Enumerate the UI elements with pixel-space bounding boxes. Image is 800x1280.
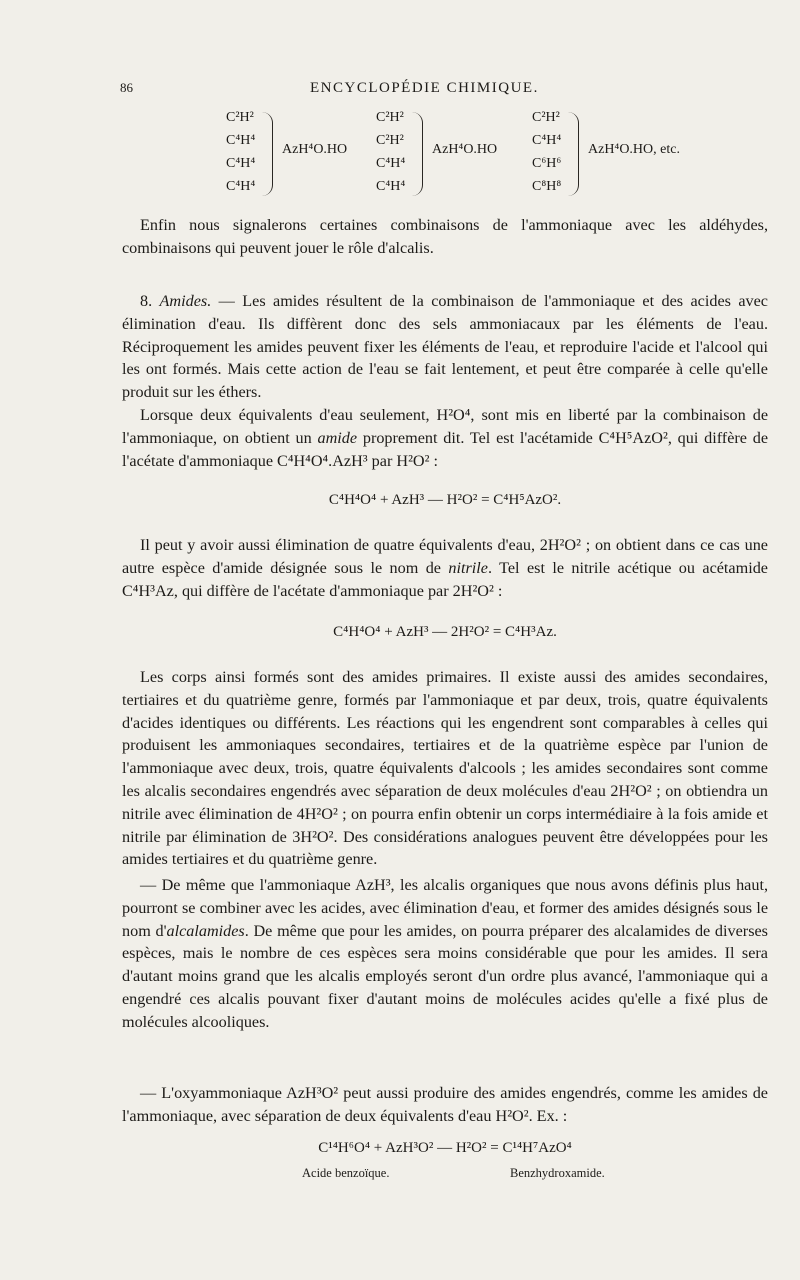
formula-cell: C⁶H⁶ (532, 156, 562, 171)
text-run: . Tel est le nitrile acétique ou acétamide C⁴H³Az, qui diffère de l'acétate d'ammoniaque par 2H²O² : (122, 558, 768, 600)
text-run: proprement dit. Tel est l'acétamide C⁴H⁵AzO², qui diffère de l'acétate d'ammoniaque C⁴H⁴O⁴.AzH³ par H²O² : (122, 428, 769, 470)
brace (568, 112, 579, 196)
formula-cell: C⁴H⁴ (532, 133, 562, 148)
formula-column-3 (532, 106, 561, 198)
emphasis: amide (317, 428, 358, 447)
formula-cell: C⁴H⁴ (226, 179, 256, 194)
emphasis: alcalamides (166, 921, 245, 940)
formula-cell: C⁴H⁴ (376, 179, 406, 194)
formula-group-1: AzH⁴O.HO (282, 142, 348, 157)
formula-cell: C⁴H⁴ (226, 156, 256, 171)
paragraph-aldehydes (122, 214, 768, 260)
formula-cell: C²H² (226, 110, 254, 125)
paragraph-text (122, 874, 768, 1034)
formula-cell: C⁸H⁸ (532, 179, 562, 194)
page-number: 86 (120, 80, 133, 95)
paragraph-text: Les corps ainsi formés sont des amides primaires. Il existe aussi des amides secondaires, tertiaires et du quatrième genre, formés par l'ammoniaque et par deux, trois, quatre équivalents d'acides identiques ou différents. Les réactions qui les engendrent sont comparables à celles qui produisent les ammoniaques secondaires, tertiaires et de la quatrième espèce par l'union de l'ammoniaque avec deux, trois, quatre équivalents d'alcools ; les amides secondaires sont comme les alcalis secondaires engendrés avec séparation de deux molécules d'eau 2H²O² ; on obtiendra un nitrile avec élimination de 4H²O² ; on pourra enfin obtenir un corps intermédiaire à la fois amide et nitrile par élimination de 3H²O². Des considérations analogues peuvent être développées pour les amides tertiaires et du quatrième genre. (122, 668, 768, 869)
section-number: 8. (140, 292, 153, 310)
formula-group-2: AzH⁴O.HO (432, 142, 498, 157)
text-run: Lorsque deux équivalents d'eau seulement, H²O⁴, sont mis en liberté par la combinaison de l'ammoniaque, on obtient un (122, 405, 768, 447)
section-text: — Les amides résultent de la combinaison de l'ammoniaque et des acides avec élimination d'eau. Ils diffèrent donc des sels ammoniacaux par les éléments de l'eau. Réciproquement les amides peuvent fixer les éléments de l'eau, et reproduire l'acide et l'alcool qui les ont formés. Mais cette action de l'eau se fait lentement, et peut être comparée à celle qu'elle produit sur les éthers. (122, 292, 768, 402)
text-run: Il peut y avoir aussi élimination de quatre équivalents d'eau, 2H²O² ; on obtient dans ce cas une autre espèce d'amide désignée sous le nom de (122, 536, 768, 577)
paragraph-oxyammoniaque (122, 1082, 768, 1128)
formula-column-2 (376, 106, 405, 198)
caption-benzhydroxamide: Benzhydroxamide. (510, 1166, 605, 1180)
formula-cell: C²H² (532, 110, 560, 125)
formula-cell: C²H² (376, 133, 404, 148)
equation-acetamide: C⁴H⁴O⁴ + AzH³ — H²O² = C⁴H⁵AzO². (328, 492, 562, 508)
equation-nitrile: C⁴H⁴O⁴ + AzH³ — 2H²O² = C⁴H³Az. (333, 624, 557, 640)
text-run: — De même que l'ammoniaque AzH³, les alcalis organiques que nous avons définis plus haut, pourront se combiner avec les acides, avec élimination d'eau, et former des amides désignés sous le nom d' (122, 876, 768, 940)
formula-column-1 (226, 106, 255, 198)
equation-benzhydroxamide: C¹⁴H⁶O⁴ + AzH³O² — H²O² = C¹⁴H⁷AzO⁴ (318, 1140, 572, 1156)
caption-acide-benzoique: Acide benzoïque. (302, 1166, 390, 1180)
paragraph-text: — L'oxyammoniaque AzH³O² peut aussi produire des amides engendrés, comme les amides de l'ammoniaque, avec séparation de deux équivalents d'eau H²O². Ex. : (122, 1084, 768, 1125)
brace (412, 112, 423, 196)
formula-cell: C⁴H⁴ (226, 133, 256, 148)
paragraph-amides-secondaires (122, 666, 768, 871)
section-title: Amides. (159, 292, 212, 310)
formula-block (226, 106, 706, 202)
formula-cell: C²H² (376, 110, 404, 125)
page-header (120, 80, 680, 104)
emphasis: nitrile (448, 558, 488, 577)
formula-group-3: AzH⁴O.HO, etc. (588, 142, 680, 157)
paragraph-alcalamides (122, 874, 768, 1034)
formula-cell: C⁴H⁴ (376, 156, 406, 171)
paragraph-text (122, 534, 768, 602)
text-run: . De même que pour les amides, on pourra préparer des alcalamides de diverses espèces, mais le nombre de ces espèces sera moins considérable que pour les amides. Il sera d'autant moins grand que les alcalis employés seront d'un ordre plus avancé, l'ammoniaque qui a engendré ces alcalis pouvant fixer d'autant moins de molécules acides qu'elle a fixé plus de molécules alcooliques. (122, 921, 768, 1031)
brace (262, 112, 273, 196)
paragraph-text: Enfin nous signalerons certaines combinaisons de l'ammoniaque avec les aldéhydes, combinaisons qui peuvent jouer le rôle d'alcalis. (122, 216, 768, 257)
section-amides (122, 290, 768, 472)
paragraph-nitrile (122, 534, 768, 602)
running-title: ENCYCLOPÉDIE CHIMIQUE. (310, 80, 539, 96)
paragraph-acetamide (122, 404, 768, 472)
paragraph-amides (122, 290, 768, 404)
